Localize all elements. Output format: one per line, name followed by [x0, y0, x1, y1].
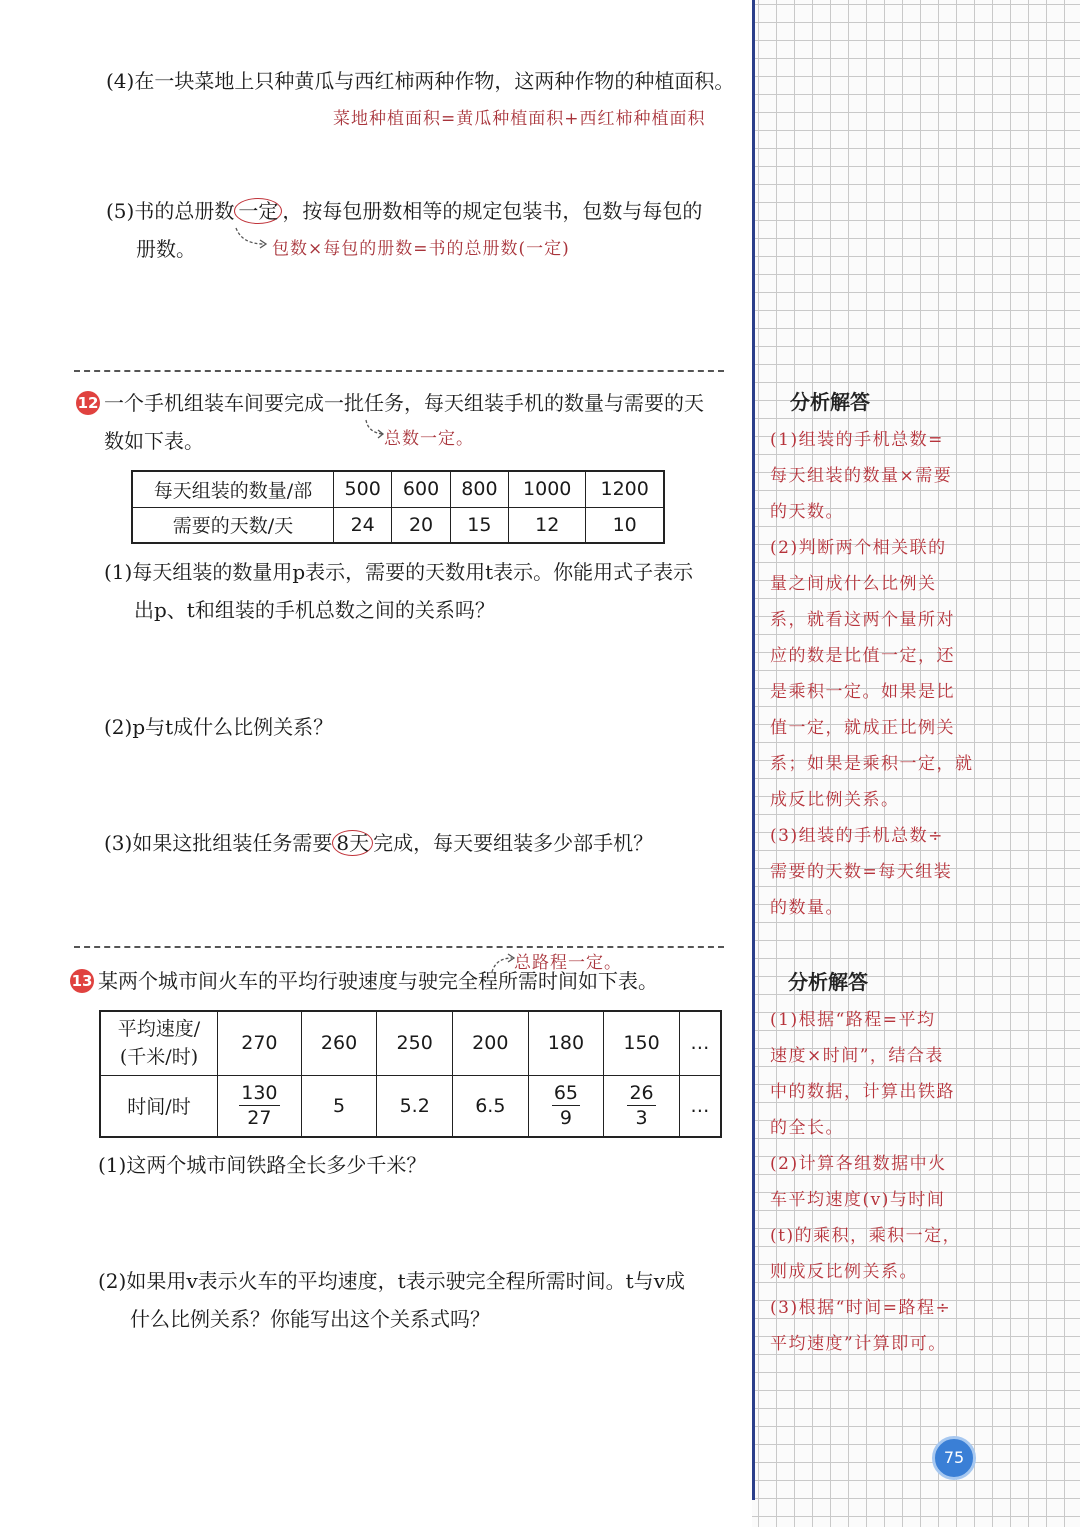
q13-table-cell: 200	[452, 1011, 528, 1075]
analysis-line: 系；如果是乘积一定，就	[770, 754, 974, 774]
fraction	[239, 1081, 279, 1130]
analysis-line: 每天组装的数量×需要	[770, 466, 953, 486]
page-number: 75	[932, 1436, 976, 1480]
q12-table-cell: 12	[509, 507, 586, 543]
q11-part5-text-a: (5)书的总册数	[106, 199, 235, 223]
q12-arrow-icon	[362, 418, 386, 442]
q13-sub2-line2: 什么比例关系？你能写出这个关系式吗？	[130, 1307, 490, 1331]
q12-table-cell: 20	[392, 507, 450, 543]
analysis-line: 速度×时间”，结合表	[770, 1046, 944, 1066]
q13-table-cell: 5.2	[377, 1075, 453, 1137]
analysis-line: 应的数是比值一定，还	[770, 646, 955, 666]
q13-stem-line1: 某两个城市间火车的平均行驶速度与驶完全程所需时间如下表。	[98, 969, 658, 993]
q13-table-cell: 250	[377, 1011, 453, 1075]
analysis-line: 成反比例关系。	[770, 790, 900, 810]
q12-number-badge: 12	[76, 391, 100, 415]
analysis-line: 的数量。	[770, 898, 844, 918]
q12-table-cell: 500	[334, 471, 392, 507]
q13-table-cell: 5	[301, 1075, 377, 1137]
q12-table-header-days: 需要的天数/天	[132, 507, 334, 543]
q12-table-cell: 15	[450, 507, 508, 543]
q13-stem	[70, 962, 658, 1000]
divider-2	[74, 946, 724, 948]
analysis-line: (3)根据“时间=路程÷	[770, 1298, 952, 1318]
analysis-sidebar	[752, 0, 1080, 1527]
q13-table-header-speed-a: 平均速度/	[117, 1018, 201, 1041]
q13-table-cell: 6.5	[452, 1075, 528, 1137]
analysis-line: 值一定，就成正比例关	[770, 718, 955, 738]
q12-table-header-quantity: 每天组装的数量/部	[132, 471, 334, 507]
q12-table-cell: 600	[392, 471, 450, 507]
q12-stem-line2: 数如下表。	[104, 429, 204, 453]
analysis-q13	[770, 1002, 966, 1362]
q12-stem	[76, 384, 704, 422]
q11-part5-text-b: ，按每包册数相等的规定包装书，包数与每包的	[282, 199, 703, 223]
q12-sub3-circled: 8天	[332, 830, 373, 856]
q13-table-cell: …	[679, 1011, 721, 1075]
fraction-denominator: 27	[247, 1107, 272, 1130]
q13-number-badge: 13	[70, 969, 94, 993]
analysis-line: 需要的天数=每天组装	[770, 862, 953, 882]
q12-table-row-quantity	[132, 471, 664, 507]
q13-table-row-time	[100, 1075, 721, 1137]
fraction-numerator: 26	[629, 1082, 654, 1105]
q13-table	[99, 1010, 722, 1138]
analysis-line: 中的数据，计算出铁路	[770, 1082, 955, 1102]
analysis-line: (1)组装的手机总数=	[770, 430, 944, 450]
q11-part5	[106, 192, 702, 230]
analysis-line: (t)的乘积，乘积一定，	[770, 1226, 962, 1246]
analysis-line: 的全长。	[770, 1118, 844, 1138]
q13-table-cell: …	[679, 1075, 721, 1137]
q11-part5-circled: 一定	[234, 198, 282, 224]
analysis-title-q13: 分析解答	[788, 970, 868, 994]
q13-table-cell: 270	[218, 1011, 302, 1075]
q13-sub1: (1)这两个城市间铁路全长多少千米？	[98, 1153, 427, 1177]
analysis-line: 平均速度”计算即可。	[770, 1334, 947, 1354]
q11-part5-arrow-icon	[232, 226, 272, 252]
analysis-line: (1)根据“路程=平均	[770, 1010, 936, 1030]
q13-table-header-time: 时间/时	[100, 1075, 218, 1137]
sidebar-border	[752, 0, 755, 1500]
q13-table-cell	[528, 1075, 604, 1137]
q13-note: 总路程一定。	[514, 953, 622, 973]
fraction-denominator: 9	[559, 1107, 572, 1130]
q11-part5-line2: 册数。	[136, 237, 196, 261]
analysis-line: 是乘积一定。如果是比	[770, 682, 955, 702]
q12-sub2: (2)p与t成什么比例关系？	[104, 715, 334, 739]
q13-table-cell: 260	[301, 1011, 377, 1075]
q12-note: 总数一定。	[384, 429, 474, 449]
fraction-denominator: 3	[635, 1107, 648, 1130]
q12-table-cell: 800	[450, 471, 508, 507]
analysis-line: 量之间成什么比例关	[770, 574, 937, 594]
fraction-numerator: 130	[241, 1082, 278, 1105]
q12-table-cell: 1200	[586, 471, 664, 507]
analysis-line: 车平均速度(v)与时间	[770, 1190, 946, 1210]
q12-table	[131, 470, 665, 544]
q13-sub2-line1: (2)如果用v表示火车的平均速度，t表示驶完全程所需时间。t与v成	[98, 1269, 686, 1293]
analysis-line: (2)判断两个相关联的	[770, 538, 947, 558]
q13-table-cell: 180	[528, 1011, 604, 1075]
q12-sub3-text-a: (3)如果这批组装任务需要	[104, 831, 333, 855]
q13-table-header-speed-b: (千米/时)	[119, 1046, 199, 1069]
q11-part5-note: 包数×每包的册数=书的总册数(一定)	[272, 239, 570, 259]
q12-stem-line1: 一个手机组装车间要完成一批任务，每天组装手机的数量与需要的天	[104, 391, 704, 415]
fraction	[627, 1081, 655, 1130]
analysis-line: 系，就看这两个量所对	[770, 610, 955, 630]
q12-table-cell: 10	[586, 507, 664, 543]
q13-table-row-speed	[100, 1011, 721, 1075]
analysis-line: (3)组装的手机总数÷	[770, 826, 944, 846]
fraction-numerator: 65	[553, 1082, 579, 1105]
q12-sub1-line1: (1)每天组装的数量用p表示，需要的天数用t表示。你能用式子表示	[104, 560, 694, 584]
q11-part4-text: (4)在一块菜地上只种黄瓜与西红柿两种作物，这两种作物的种植面积。	[106, 69, 735, 93]
q12-sub1-line2: 出p、t和组装的手机总数之间的关系吗？	[134, 598, 495, 622]
analysis-line: 的天数。	[770, 502, 844, 522]
q12-sub3	[104, 824, 653, 862]
q12-table-cell: 24	[334, 507, 392, 543]
fraction	[552, 1081, 580, 1130]
q12-table-row-days	[132, 507, 664, 543]
q13-table-cell	[218, 1075, 302, 1137]
divider-1	[74, 370, 724, 372]
analysis-q12	[770, 422, 974, 926]
q12-sub3-text-b: 完成，每天要组装多少部手机？	[373, 831, 654, 855]
q13-table-cell: 150	[604, 1011, 680, 1075]
analysis-title-q12: 分析解答	[790, 390, 870, 414]
analysis-line: 则成反比例关系。	[770, 1262, 918, 1282]
analysis-line: (2)计算各组数据中火	[770, 1154, 947, 1174]
q11-part4	[106, 62, 734, 100]
q13-table-cell	[604, 1075, 680, 1137]
q11-part4-note: 菜地种植面积=黄瓜种植面积+西红柿种植面积	[333, 109, 706, 129]
q12-table-cell: 1000	[509, 471, 586, 507]
q13-table-header-speed	[100, 1011, 218, 1075]
